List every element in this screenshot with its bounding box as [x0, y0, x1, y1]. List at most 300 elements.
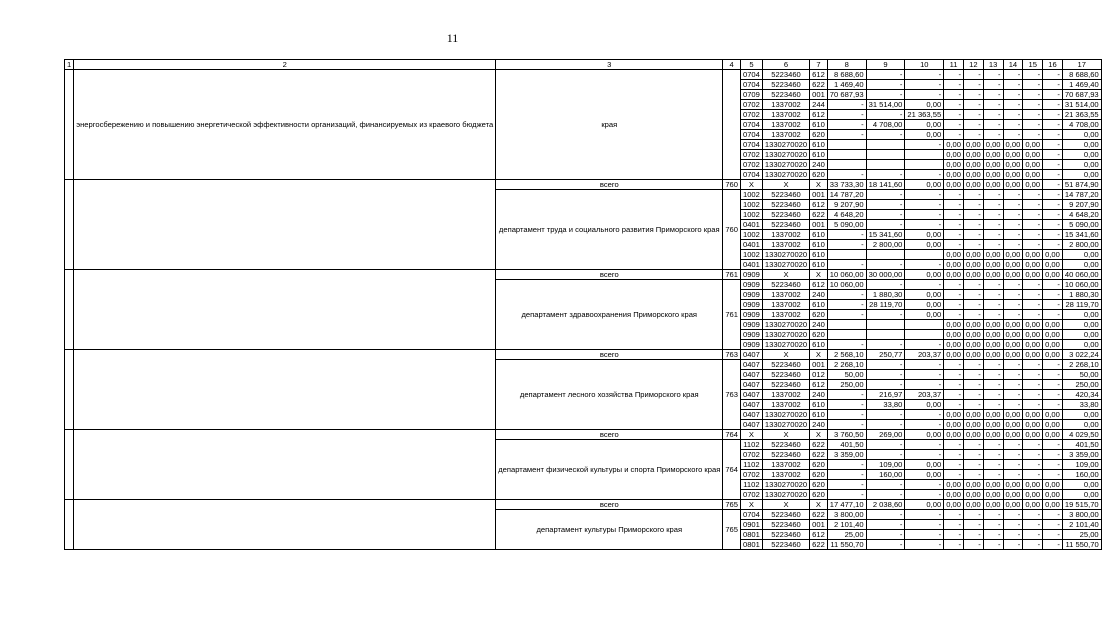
table-cell: 5223460 [762, 200, 809, 210]
table-cell: 0,00 [1043, 500, 1063, 510]
table-cell: 0,00 [1003, 180, 1023, 190]
table-cell: 0,00 [905, 460, 944, 470]
table-cell: - [905, 440, 944, 450]
table-cell: - [827, 460, 866, 470]
table-cell: 33,80 [866, 400, 905, 410]
table-cell: 0,00 [983, 140, 1003, 150]
code-cell [723, 70, 741, 180]
table-cell: - [963, 200, 983, 210]
table-cell: 1337002 [762, 120, 809, 130]
table-cell: 4 708,00 [1062, 120, 1101, 130]
table-cell: - [1023, 230, 1043, 240]
table-cell: 001 [810, 220, 828, 230]
table-cell: X [740, 180, 762, 190]
column-header: 13 [983, 60, 1003, 70]
table-cell: - [1003, 80, 1023, 90]
table-cell: - [1023, 110, 1043, 120]
table-cell: - [944, 90, 964, 100]
table-cell: - [827, 410, 866, 420]
table-cell: - [866, 130, 905, 140]
table-cell: 33 733,30 [827, 180, 866, 190]
dept-code: 761 [723, 280, 741, 350]
table-cell [827, 330, 866, 340]
table-cell: - [1003, 400, 1023, 410]
table-cell: 0,00 [1003, 160, 1023, 170]
table-cell: - [944, 200, 964, 210]
table-cell: - [1003, 190, 1023, 200]
table-cell: 0,00 [1003, 140, 1023, 150]
table-cell: 1330270020 [762, 320, 809, 330]
table-cell [866, 140, 905, 150]
table-cell: 0,00 [1062, 340, 1101, 350]
table-cell: - [944, 400, 964, 410]
table-cell: - [1003, 230, 1023, 240]
table-cell: 160,00 [1062, 470, 1101, 480]
table-cell: 1330270020 [762, 140, 809, 150]
table-cell: X [810, 350, 828, 360]
table-cell: - [827, 110, 866, 120]
budget-table [64, 59, 1102, 550]
table-cell: - [963, 120, 983, 130]
table-cell: 610 [810, 230, 828, 240]
table-cell: 5223460 [762, 440, 809, 450]
table-cell: - [1043, 190, 1063, 200]
table-cell: 240 [810, 420, 828, 430]
table-cell: 610 [810, 260, 828, 270]
column-header: 8 [827, 60, 866, 70]
table-cell: 620 [810, 130, 828, 140]
table-cell: 622 [810, 210, 828, 220]
table-cell: 0,00 [905, 130, 944, 140]
table-cell: 0,00 [983, 410, 1003, 420]
table-cell [827, 320, 866, 330]
table-cell: 612 [810, 530, 828, 540]
table-cell: - [827, 310, 866, 320]
col1-cell [65, 350, 74, 430]
table-cell: - [1043, 240, 1063, 250]
table-cell: - [963, 190, 983, 200]
table-cell: - [1003, 290, 1023, 300]
table-cell: 70 687,93 [1062, 90, 1101, 100]
table-cell [866, 150, 905, 160]
table-cell: 0,00 [1003, 430, 1023, 440]
table-cell: 0,00 [963, 430, 983, 440]
table-cell: 5 090,00 [1062, 220, 1101, 230]
table-cell: 0,00 [944, 430, 964, 440]
table-cell: 0,00 [1023, 330, 1043, 340]
table-cell: - [827, 170, 866, 180]
column-header: 16 [1043, 60, 1063, 70]
table-cell: - [983, 520, 1003, 530]
table-cell: - [866, 70, 905, 80]
table-cell: - [1023, 90, 1043, 100]
table-cell: X [810, 180, 828, 190]
table-cell: - [983, 400, 1003, 410]
table-cell [827, 140, 866, 150]
table-cell: - [827, 290, 866, 300]
table-cell: 0,00 [1062, 310, 1101, 320]
table-cell: 0,00 [983, 170, 1003, 180]
table-cell: 0,00 [1062, 420, 1101, 430]
table-cell: - [905, 90, 944, 100]
table-cell: 001 [810, 90, 828, 100]
table-cell: 0702 [740, 470, 762, 480]
table-cell: 0,00 [944, 330, 964, 340]
table-cell: - [983, 90, 1003, 100]
table-cell: - [983, 200, 1003, 210]
table-cell: 0,00 [963, 270, 983, 280]
table-cell: - [963, 540, 983, 550]
table-cell: 0,00 [1043, 490, 1063, 500]
table-cell: - [905, 510, 944, 520]
table-cell: 3 359,00 [1062, 450, 1101, 460]
col2-cell [74, 500, 496, 550]
table-cell: 5223460 [762, 530, 809, 540]
table-cell: - [963, 100, 983, 110]
table-cell: - [1023, 440, 1043, 450]
table-cell: 0,00 [1003, 340, 1023, 350]
table-cell: 622 [810, 450, 828, 460]
table-cell: - [1003, 390, 1023, 400]
table-cell: 760 [723, 180, 741, 190]
table-cell: - [1003, 240, 1023, 250]
table-row [65, 70, 1102, 80]
table-cell: 0,00 [963, 320, 983, 330]
table-cell: 1337002 [762, 100, 809, 110]
table-cell: 21 363,55 [905, 110, 944, 120]
table-cell: 612 [810, 70, 828, 80]
table-cell: 0,00 [1023, 410, 1043, 420]
table-cell: 0,00 [944, 170, 964, 180]
table-cell: 612 [810, 280, 828, 290]
table-cell: - [905, 210, 944, 220]
table-cell: - [1003, 450, 1023, 460]
table-cell: 0,00 [905, 290, 944, 300]
table-cell: - [983, 390, 1003, 400]
table-cell: 1330270020 [762, 170, 809, 180]
table-cell: 622 [810, 510, 828, 520]
table-cell: 620 [810, 170, 828, 180]
table-cell: - [1003, 70, 1023, 80]
table-cell: - [905, 360, 944, 370]
table-cell: - [1043, 90, 1063, 100]
table-cell: - [1023, 520, 1043, 530]
table-cell [905, 160, 944, 170]
table-cell: - [963, 90, 983, 100]
table-cell: 0909 [740, 340, 762, 350]
table-cell: - [1043, 70, 1063, 80]
table-cell: 5223460 [762, 280, 809, 290]
table-cell: 0,00 [944, 150, 964, 160]
table-cell: 401,50 [827, 440, 866, 450]
table-cell: 0407 [740, 360, 762, 370]
table-cell: - [983, 360, 1003, 370]
table-cell: 0,00 [963, 410, 983, 420]
table-cell: - [1023, 130, 1043, 140]
column-header: 1 [65, 60, 74, 70]
table-cell: 203,37 [905, 350, 944, 360]
table-cell: 11 550,70 [827, 540, 866, 550]
table-cell: 0,00 [1023, 260, 1043, 270]
table-cell: 0702 [740, 100, 762, 110]
table-cell: 0,00 [1003, 150, 1023, 160]
column-header: 5 [740, 60, 762, 70]
table-cell: - [963, 460, 983, 470]
table-cell: - [827, 420, 866, 430]
table-cell: 0,00 [1023, 250, 1043, 260]
table-cell: 5223460 [762, 510, 809, 520]
table-cell: 0704 [740, 170, 762, 180]
table-cell: 0,00 [944, 320, 964, 330]
table-cell: 0704 [740, 130, 762, 140]
col1-cell [65, 430, 74, 500]
table-cell: 0,00 [905, 240, 944, 250]
table-cell: - [905, 480, 944, 490]
table-cell: - [983, 110, 1003, 120]
table-cell: - [866, 210, 905, 220]
table-cell: 0709 [740, 90, 762, 100]
table-cell: - [944, 80, 964, 90]
header-row [65, 60, 1102, 70]
table-cell: 3 359,00 [827, 450, 866, 460]
table-cell: 0,00 [1062, 260, 1101, 270]
table-cell: - [983, 460, 1003, 470]
table-cell: - [1003, 530, 1023, 540]
table-cell: 001 [810, 360, 828, 370]
table-cell: 0,00 [1043, 420, 1063, 430]
table-cell [866, 160, 905, 170]
table-cell: - [866, 510, 905, 520]
table-cell: 0,00 [1023, 420, 1043, 430]
table-cell: X [740, 430, 762, 440]
table-cell: - [983, 530, 1003, 540]
dept-code: 765 [723, 510, 741, 550]
table-cell: 0909 [740, 270, 762, 280]
table-cell: 1102 [740, 480, 762, 490]
table-cell: 25,00 [1062, 530, 1101, 540]
table-cell: 5223460 [762, 210, 809, 220]
table-cell: - [963, 110, 983, 120]
table-cell [905, 250, 944, 260]
table-cell: - [1043, 80, 1063, 90]
table-cell: 0,00 [1023, 140, 1043, 150]
table-cell: - [1003, 520, 1023, 530]
table-cell: X [740, 500, 762, 510]
table-cell: - [866, 310, 905, 320]
table-cell: 0,00 [905, 470, 944, 480]
table-cell: 250,00 [1062, 380, 1101, 390]
table-cell: - [1043, 450, 1063, 460]
table-cell: 0704 [740, 70, 762, 80]
table-cell [905, 320, 944, 330]
table-cell: 420,34 [1062, 390, 1101, 400]
table-cell: - [944, 230, 964, 240]
table-cell: - [866, 190, 905, 200]
col2-cell [74, 430, 496, 500]
table-cell: 4 648,20 [1062, 210, 1101, 220]
table-cell: X [762, 350, 809, 360]
table-cell: 0,00 [944, 410, 964, 420]
table-cell: - [1043, 200, 1063, 210]
table-cell: 51 874,90 [1062, 180, 1101, 190]
table-cell: 244 [810, 100, 828, 110]
table-cell: - [944, 360, 964, 370]
table-cell: - [905, 490, 944, 500]
table-cell: 1330270020 [762, 420, 809, 430]
table-cell: 21 363,55 [1062, 110, 1101, 120]
table-cell: - [827, 400, 866, 410]
table-cell: - [983, 80, 1003, 90]
table-cell: X [810, 430, 828, 440]
table-cell: 0702 [740, 450, 762, 460]
table-cell: 0,00 [944, 500, 964, 510]
table-cell: - [866, 340, 905, 350]
table-cell: - [1043, 400, 1063, 410]
table-cell: - [905, 170, 944, 180]
purpose-text: энергосбережению и повышению энергетической эффективности организаций, финансируемых из краевого бюджета [74, 70, 496, 180]
table-cell: 0,00 [944, 260, 964, 270]
table-cell: - [963, 300, 983, 310]
table-cell: - [1003, 380, 1023, 390]
table-cell: - [905, 140, 944, 150]
table-cell: - [963, 470, 983, 480]
table-cell: 5223460 [762, 450, 809, 460]
table-cell: - [1023, 220, 1043, 230]
table-cell: 0,00 [1003, 170, 1023, 180]
table-cell: - [944, 100, 964, 110]
table-cell: 001 [810, 520, 828, 530]
table-cell: - [963, 130, 983, 140]
table-cell: 0,00 [944, 490, 964, 500]
column-header: 15 [1023, 60, 1043, 70]
table-cell: - [905, 70, 944, 80]
table-cell: 0,00 [963, 330, 983, 340]
table-cell: 1 469,40 [1062, 80, 1101, 90]
table-cell: 0407 [740, 400, 762, 410]
table-cell: - [983, 230, 1003, 240]
col2-cell [74, 180, 496, 270]
table-cell: 1337002 [762, 290, 809, 300]
table-cell: 0,00 [1062, 140, 1101, 150]
table-cell: 0,00 [1043, 320, 1063, 330]
table-cell: - [827, 120, 866, 130]
table-cell: 28 119,70 [866, 300, 905, 310]
table-cell: - [1003, 510, 1023, 520]
table-cell: 0,00 [1023, 430, 1043, 440]
table-cell: - [1023, 210, 1043, 220]
table-cell: - [1023, 120, 1043, 130]
table-cell: 610 [810, 140, 828, 150]
column-header: 7 [810, 60, 828, 70]
table-cell: 0,00 [1043, 350, 1063, 360]
table-cell: 764 [723, 430, 741, 440]
table-cell: 0,00 [905, 430, 944, 440]
table-cell: 610 [810, 240, 828, 250]
table-cell: 0,00 [983, 250, 1003, 260]
total-label: всего [496, 270, 723, 280]
table-cell: 1002 [740, 250, 762, 260]
table-cell: - [983, 300, 1003, 310]
table-cell: - [905, 450, 944, 460]
table-cell: 0,00 [1062, 130, 1101, 140]
table-cell: - [1003, 100, 1023, 110]
table-cell: - [1043, 470, 1063, 480]
table-cell: 0702 [740, 160, 762, 170]
table-cell: 3 800,00 [1062, 510, 1101, 520]
table-cell: 0,00 [905, 230, 944, 240]
table-cell [866, 250, 905, 260]
table-cell: - [1023, 530, 1043, 540]
table-cell: - [866, 370, 905, 380]
table-cell: 28 119,70 [1062, 300, 1101, 310]
table-cell: 0,00 [1003, 270, 1023, 280]
table-cell: 0702 [740, 490, 762, 500]
table-cell: 622 [810, 440, 828, 450]
table-cell: 1 880,30 [866, 290, 905, 300]
table-cell: - [905, 370, 944, 380]
table-cell: 0909 [740, 330, 762, 340]
table-cell: 620 [810, 490, 828, 500]
table-cell: - [905, 410, 944, 420]
table-cell: 2 800,00 [866, 240, 905, 250]
total-row [65, 180, 1102, 190]
table-cell: 0,00 [963, 180, 983, 190]
table-cell: - [905, 80, 944, 90]
table-cell: 1330270020 [762, 340, 809, 350]
column-header: 9 [866, 60, 905, 70]
table-cell: - [983, 440, 1003, 450]
table-cell: - [1023, 70, 1043, 80]
table-cell: 610 [810, 300, 828, 310]
table-cell: 10 060,00 [827, 280, 866, 290]
table-cell: - [905, 540, 944, 550]
table-cell: 19 515,70 [1062, 500, 1101, 510]
table-cell: - [866, 410, 905, 420]
table-cell: 620 [810, 330, 828, 340]
table-cell: 612 [810, 380, 828, 390]
table-cell: 5223460 [762, 70, 809, 80]
table-cell: - [905, 190, 944, 200]
table-cell: 1330270020 [762, 150, 809, 160]
table-cell: 40 060,00 [1062, 270, 1101, 280]
table-cell: - [963, 230, 983, 240]
total-label: всего [496, 180, 723, 190]
table-cell: - [866, 110, 905, 120]
table-cell: - [1003, 200, 1023, 210]
total-row [65, 270, 1102, 280]
table-cell: 765 [723, 500, 741, 510]
table-cell: 0,00 [983, 180, 1003, 190]
table-cell: 33,80 [1062, 400, 1101, 410]
table-cell: 1330270020 [762, 250, 809, 260]
table-cell: 8 688,60 [827, 70, 866, 80]
table-cell: - [1023, 460, 1043, 470]
column-header: 11 [944, 60, 964, 70]
table-cell: 0,00 [1023, 500, 1043, 510]
table-cell: 0,00 [1062, 330, 1101, 340]
table-cell: 0702 [740, 150, 762, 160]
table-cell: 10 060,00 [1062, 280, 1101, 290]
table-cell: 0,00 [905, 270, 944, 280]
table-cell: - [827, 490, 866, 500]
table-cell: 0,00 [963, 350, 983, 360]
table-cell: 0,00 [983, 480, 1003, 490]
table-cell: - [1043, 150, 1063, 160]
table-cell: 0,00 [963, 140, 983, 150]
table-cell: - [963, 290, 983, 300]
column-header: 4 [723, 60, 741, 70]
table-cell: 0,00 [944, 140, 964, 150]
